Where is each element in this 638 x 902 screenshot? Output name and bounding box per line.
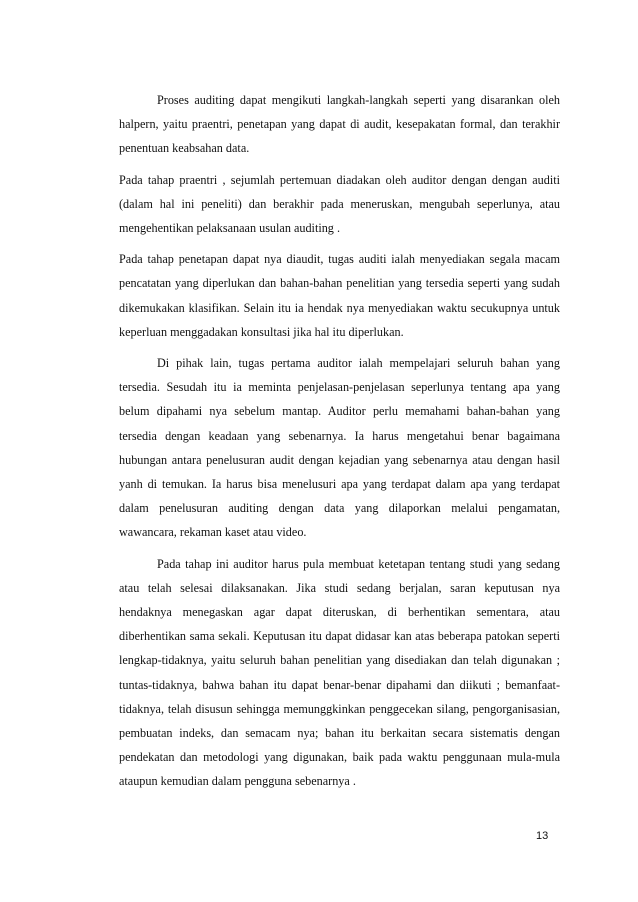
paragraph-2: Pada tahap praentri , sejumlah pertemuan diadakan oleh auditor dengan dengan auditi (dalam hal ini peneliti) dan berakhir pada meneruskan, mengubah seperlunya, atau mengehentikan pelaksanaan usulan auditing . [119,172,560,236]
page-number: 13 [536,830,549,842]
paragraph-4: Di pihak lain, tugas pertama auditor ialah mempelajari seluruh bahan yang tersedia. Sesudah itu ia meminta penjelasan-penjelasan seperlunya tentang apa yang belum dipahami nya sebelum mantap. Auditor perlu memahami bahan-bahan yang tersedia dengan keadaan yang sebenarnya. Ia harus mengetahui benar bagaimana hubungan antara penelusuran audit dengan kejadian yang sebenarnya atau dengan hasil yanh di temukan. Ia harus bisa menelusuri apa yang terdapat dalam apa yang terdapat dalam penelusuran auditing dengan data yang dilaporkan melalui pengamatan, wawancara, rekaman kaset atau video. [119,356,560,540]
paragraph-1: Proses auditing dapat mengikuti langkah-langkah seperti yang disarankan oleh halpern, yaitu praentri, penetapan yang dapat di audit, kesepakatan formal, dan terakhir penentuan keabsahan data. [119,93,560,156]
paragraph-5: Pada tahap ini auditor harus pula membuat ketetapan tentang studi yang sedang atau telah selesai dilaksanakan. Jika studi sedang berjalan, saran keputusan nya hendaknya menegaskan agar dapat diteruskan, di berhentikan sementara, atau diberhentikan sama sekali. Keputusan itu dapat didasar kan atas beberapa patokan seperti lengkap-tidaknya, yaitu seluruh bahan penelitian yang disediakan dan telah digunakan ; tuntas-tidaknya, bahwa bahan itu dapat benar-benar dipahami dan diikuti ; bemanfaat-tidaknya, telah disusun sehingga memunggkinkan penggecekan silang, pengorganisasian, pembuatan indeks, dan semacam nya; bahan itu berkaitan secara sistematis dengan pendekatan dan metodologi yang digunakan, baik pada waktu penggunaan mula-mula ataupun kemudian dalam pengguna sebenarnya . [119,556,560,789]
page-body [119,88,560,801]
paragraph-3: Pada tahap penetapan dapat nya diaudit, tugas auditi ialah menyediakan segala macam pencatatan yang diperlukan dan bahan-bahan penelitian yang tersedia seperti yang sudah dikemukakan klasifikan. Selain itu ia hendak nya menyediakan waktu secukupnya untuk keperluan menggadakan konsultasi jika hal itu diperlukan. [119,252,560,339]
